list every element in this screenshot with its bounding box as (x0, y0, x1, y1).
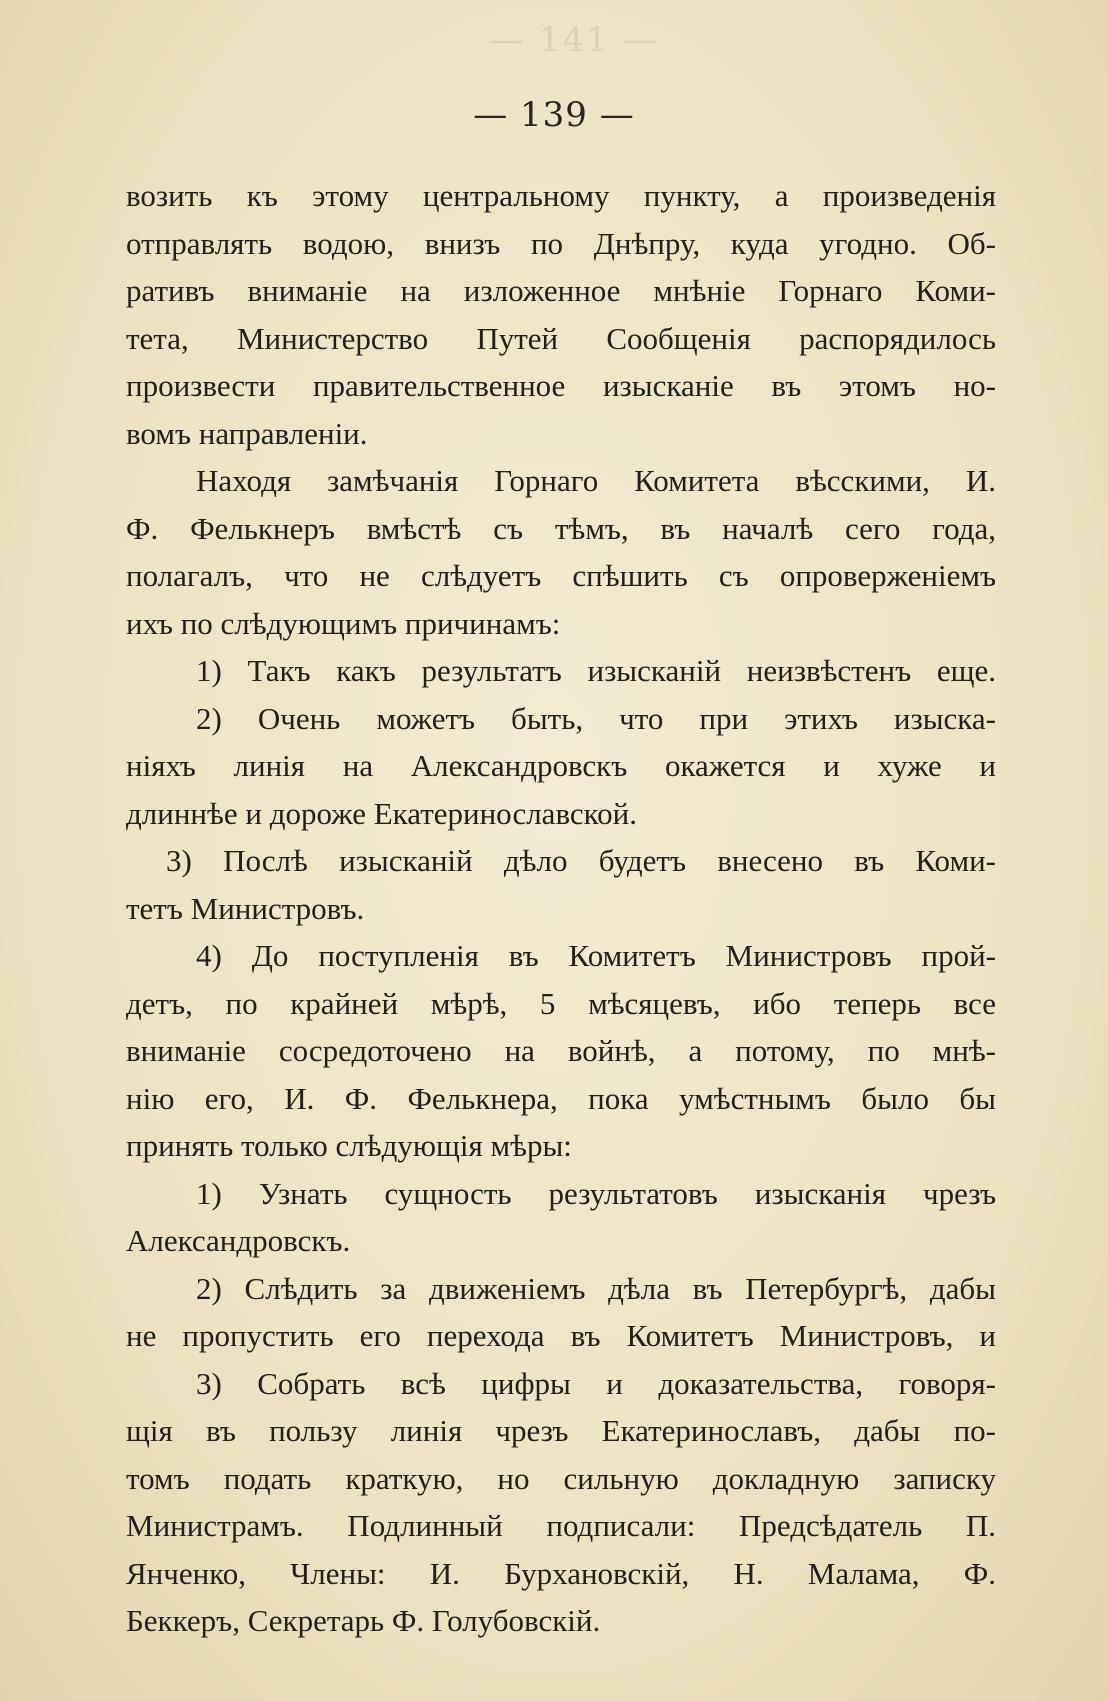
list-item: 1) Такъ какъ результатъ изысканій неизвѣстенъ еще. (196, 653, 996, 688)
text-line: щія въ пользу линія чрезъ Екатеринославъ, дабы по- (126, 1413, 996, 1448)
text-line: детъ, по крайней мѣрѣ, 5 мѣсяцевъ, ибо теперь все (126, 985, 996, 1021)
list-item: 2) Очень можетъ быть, что при этихъ изыска- (196, 700, 996, 736)
text-line: произвести правительственное изысканіе въ этомъ но- (126, 368, 996, 403)
text-line: принять только слѣдующія мѣры: (126, 1128, 572, 1163)
page-body (126, 172, 996, 1645)
text-line: полагалъ, что не слѣдуетъ спѣшить съ опроверженіемъ (126, 558, 996, 593)
text-line: Александровскъ. (126, 1223, 351, 1258)
list-item: 3) Послѣ изысканій дѣло будетъ внесено въ Коми- (166, 843, 996, 878)
text-line: отправлять водою, внизъ по Днѣпру, куда угодно. Об- (126, 225, 996, 261)
text-line: нію его, И. Ф. Фелькнера, пока умѣстнымъ было бы (126, 1080, 996, 1116)
text-line: тета, Министерство Путей Сообщенія распорядилось (126, 320, 996, 356)
bleed-through-page-number: — 141 — (490, 20, 659, 60)
text-line: ихъ по слѣдующимъ причинамъ: (126, 605, 561, 641)
list-item: 3) Собрать всѣ цифры и доказательства, говоря- (196, 1365, 996, 1401)
page-number: — 139 — (473, 95, 635, 135)
list-item: 1) Узнать сущность результатовъ изысканія чрезъ (196, 1175, 996, 1211)
text-line: длиннѣе и дороже Екатеринославской. (126, 795, 637, 831)
list-item: 4) До поступленія въ Комитетъ Министровъ прой- (196, 938, 996, 973)
text-line: ніяхъ линія на Александровскъ окажется и хуже и (126, 748, 996, 783)
text-line: не пропустить его перехода въ Комитетъ Министровъ, и (126, 1318, 996, 1353)
text-line: вомъ направленіи. (126, 415, 368, 451)
text-line: ративъ вниманіе на изложенное мнѣніе Горнаго Коми- (126, 273, 996, 308)
text-line: Находя замѣчанія Горнаго Комитета вѣсскими, И. (196, 463, 996, 498)
text-line: томъ подать краткую, но сильную докладную записку (126, 1460, 996, 1496)
list-item: 2) Слѣдить за движеніемъ дѣла въ Петербургѣ, дабы (196, 1270, 996, 1306)
text-line: тетъ Министровъ. (126, 890, 365, 926)
text-line: Ф. Фелькнеръ вмѣстѣ съ тѣмъ, въ началѣ сего года, (126, 510, 996, 546)
text-line: Янченко, Члены: И. Бурхановскій, Н. Малама, Ф. (126, 1555, 996, 1591)
text-line: Беккеръ, Секретарь Ф. Голубовскій. (126, 1603, 601, 1638)
text-line: возить къ этому центральному пункту, а произведенія (126, 178, 996, 213)
text-line: вниманіе сосредоточено на войнѣ, а потому, по мнѣ- (126, 1033, 996, 1068)
text-line: Министрамъ. Подлинный подписали: Предсѣдатель П. (126, 1508, 996, 1543)
